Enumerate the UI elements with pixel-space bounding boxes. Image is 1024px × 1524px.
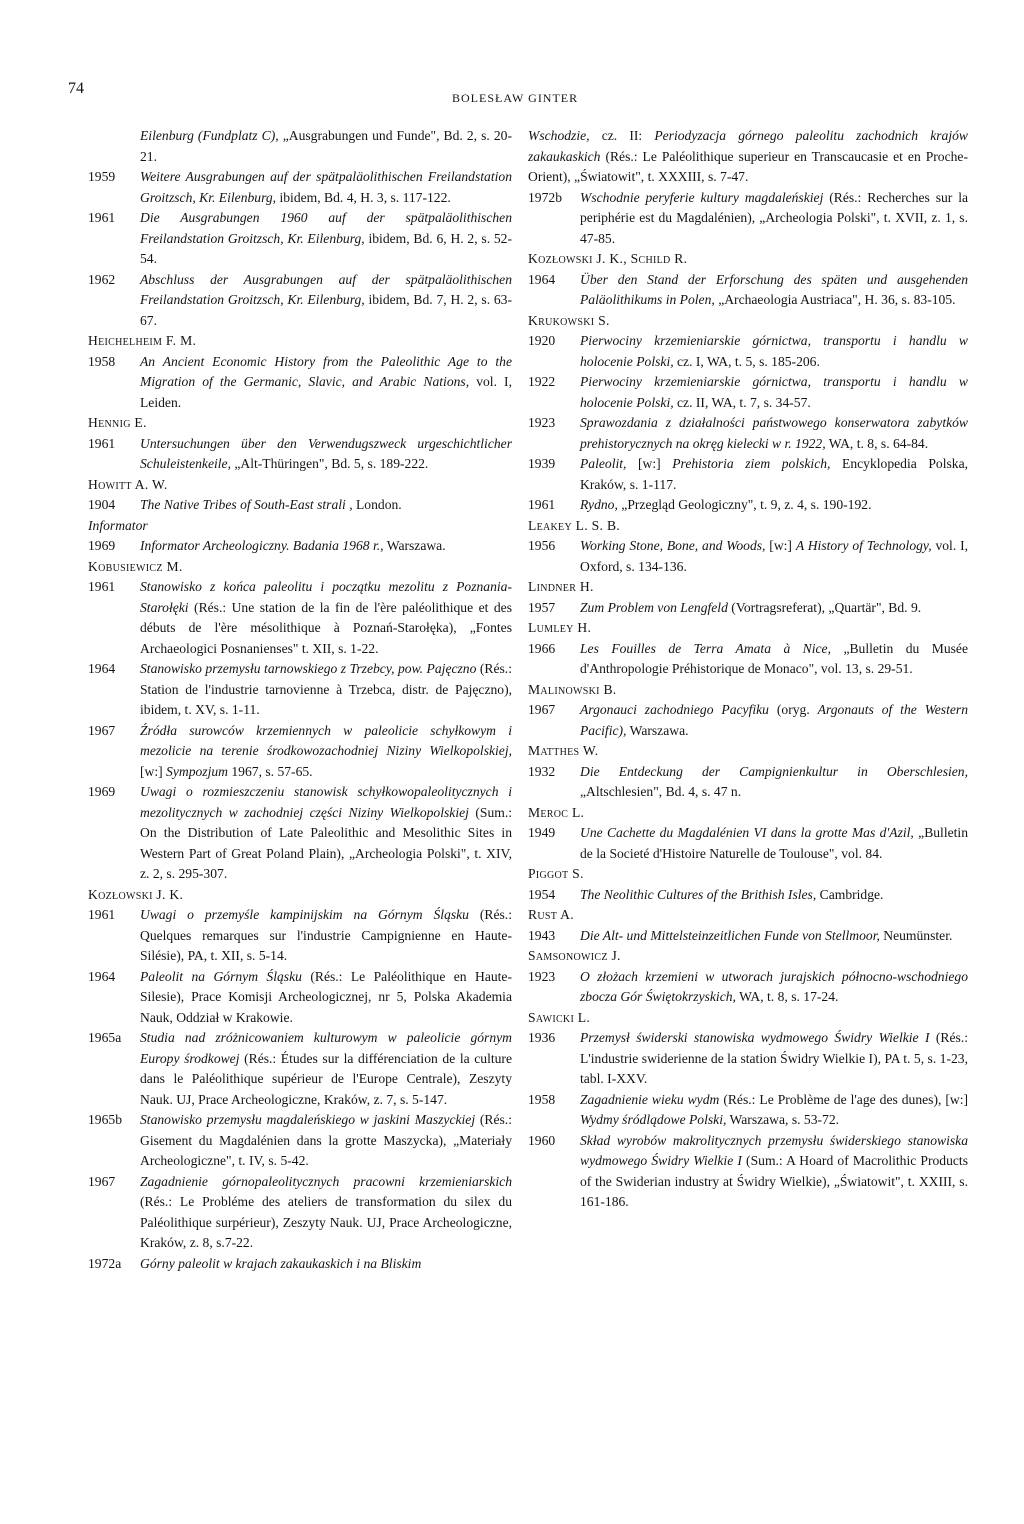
author-heading: Howitt A. W. [88, 476, 168, 492]
entry-details: [w:] [626, 456, 673, 471]
entry-year: 1961 [528, 497, 556, 512]
entry-year: 1932 [528, 763, 556, 779]
bib-entry [528, 967, 968, 1008]
entry-details: vol. I, Leiden. [140, 374, 512, 410]
bib-entry [88, 495, 512, 516]
entry-details: (Rés.: L'industrie swiderienne de la station Świdry Wielkie I), PA t. 5, s. 1-23, tabl. I-XXV. [580, 1030, 968, 1086]
entry-title: Sprawozdania z działalności państwowego konserwatora zabytków prehistorycznych na okręg kielecki w r. 1922, [580, 415, 968, 451]
entry-title: Argonauci zachodniego Pacyfiku [580, 702, 769, 717]
bib-entry [528, 413, 968, 454]
entry-title: Les Fouilles de Terra Amata à Nice, [580, 640, 831, 656]
entry-title: Stanowisko przemysłu magdaleńskiego w jaskini Maszyckiej [140, 1112, 476, 1127]
entry-year: 1967 [88, 722, 116, 738]
entry-year: 1904 [88, 497, 116, 512]
entry-details: „Bulletin du Musée d'Anthropologie Préhistorique de Monaco", vol. 13, s. 29-51. [580, 640, 968, 676]
entry-title: Une Cachette du Magdalénien VI dans la grotte Mas d'Azil, [580, 825, 914, 840]
bib-entry [528, 536, 968, 577]
entry-title: Die Alt- und Mittelsteinzeitlichen Funde von Stellmoor, [580, 927, 880, 943]
entry-title: Stanowisko z końca paleolitu i początku mezolitu z Poznania-Starołęki [140, 579, 512, 615]
entry-details: „Przegląd Geologiczny", t. 9, z. 4, s. 190-192. [617, 497, 872, 512]
entry-details: (Sum.: A Hoard of Macrolithic Products of the Swiderian industry at Świdry Wielkie), „Światowit", t. XXIII, s. 161-186. [580, 1153, 968, 1209]
bib-entry [88, 126, 512, 167]
entry-year: 1961 [88, 210, 116, 225]
entry-title: Paleolit na Górnym Śląsku [140, 968, 302, 984]
entry-details: (Sum.: On the Distribution of Late Paleolithic and Mesolithic Sites in Western Part of Great Poland Plain), „Archeologia Polski", t. XIV, z. 2, s. 295-307. [140, 804, 512, 881]
entry-year: 1972b [528, 189, 562, 205]
author-heading: Lumley H. [528, 620, 592, 635]
entry-details: „Bulletin de la Societé d'Histoire Naturelle de Toulouse", vol. 84. [580, 825, 968, 861]
author-heading: Heichelheim F. M. [88, 333, 197, 348]
entry-details: „Archaeologia Austriaca", H. 36, s. 83-105. [714, 292, 956, 307]
author-heading: Kobusiewicz M. [88, 558, 183, 574]
author-heading: Informator [88, 517, 148, 533]
entry-details: WA, t. 8, s. 64-84. [825, 435, 929, 451]
bib-entry [88, 782, 512, 885]
bib-entry [528, 1090, 968, 1131]
entry-details: Warszawa. [383, 538, 446, 553]
bib-entry [88, 721, 512, 783]
left-column [88, 126, 512, 1274]
page-number: 74 [68, 80, 84, 97]
entry-title: The Native Tribes of South-East strali [140, 497, 346, 512]
entry-details: „Alt-Thüringen", Bd. 5, s. 189-222. [230, 456, 429, 471]
entry-details: (Rés.: Quelques remarques sur l'industrie Campignienne en Haute-Silésie), PA, t. XII, s. 5-14. [140, 907, 512, 963]
entry-year: 1964 [528, 271, 556, 287]
entry-details: (Rés.: Gisement du Magdalénien dans la grotte Maszycka), „Materiały Archeologiczne", t. IV, s. 5-42. [140, 1112, 512, 1168]
entry-year: 1972a [88, 1255, 122, 1271]
entry-year: 1949 [528, 825, 556, 840]
entry-title: Weitere Ausgrabungen auf der spätpaläolithischen Freilandstation Groitzsch, Kr. Eilenburg, [140, 169, 512, 205]
entry-year: 1964 [88, 661, 116, 676]
entry-details: (oryg. [768, 702, 818, 717]
entry-year: 1923 [528, 968, 556, 984]
entry-details: (Rés.: Le Probléme des ateliers de transformation du silex du Paléolithique surpérieur), Zeszyty Nauk. UJ, Prace Archeologiczne, Kraków, z. 8, s.7-22. [140, 1194, 512, 1250]
bib-entry [528, 270, 968, 311]
bib-entry [528, 372, 968, 413]
author-heading: Matthes W. [528, 743, 599, 758]
entry-year: 1960 [528, 1132, 556, 1148]
entry-title: Źródła surowców krzemiennych w paleolicie schyłkowym i mezolicie na terenie środkowozachodniej Niziny Wielkopolskiej, [140, 722, 512, 758]
entry-title: Sympozjum [166, 763, 228, 779]
entry-year: 1967 [528, 702, 556, 717]
author-heading: Meroc L. [528, 804, 585, 820]
bib-entry [528, 926, 968, 947]
entry-details: 1967, s. 57-65. [227, 763, 313, 779]
author-heading: Leakey L. S. B. [528, 517, 621, 533]
entry-year: 1965a [88, 1030, 122, 1045]
entry-title: Uwagi o rozmieszczeniu stanowisk schyłkowopaleolitycznych i mezolitycznych w zachodniej części Niziny Wielkopolskiej [140, 784, 512, 820]
entry-details: Cambridge. [816, 886, 884, 902]
author-heading: Kozłowski J. K., Schild R. [528, 251, 688, 266]
entry-title: Studia nad zróżnicowaniem kulturowym w paleolicie górnym Europy środkowej [140, 1030, 512, 1066]
entry-year: 1943 [528, 927, 556, 943]
entry-year: 1969 [88, 784, 116, 799]
entry-title: Abschluss der Ausgrabungen auf der spätpaläolithischen Freilandstation Groitzsch, Kr. Eilenburg, [140, 271, 512, 307]
entry-title: A History of Technology, [795, 538, 932, 553]
entry-details: (Rés.: Une station de la fin de l'ère paléolithique et des débuts de l'ère mésolithique à Poznań-Starołęka), „Fontes Archaeologici Posnanienses" t. XII, s. 1-22. [140, 599, 512, 656]
bib-entry [528, 495, 968, 516]
entry-title: Pierwociny krzemieniarskie górnictwa, transportu i handlu w holocenie Polski, [580, 374, 968, 410]
entry-title: The Neolithic Cultures of the Brithish Isles, [580, 886, 817, 902]
author-heading: Piggot S. [528, 866, 584, 881]
author-heading: Sawicki L. [528, 1009, 591, 1025]
entry-title: Zagadnienie wieku wydm [580, 1091, 720, 1107]
entry-title: Informator Archeologiczny. Badania 1968 r., [140, 538, 384, 553]
author-heading: Samsonowicz J. [528, 948, 621, 963]
bib-entry [528, 885, 968, 906]
entry-year: 1958 [88, 353, 116, 369]
entry-title: Górny paleolit w krajach zakaukaskich i na Bliskim [140, 1255, 422, 1271]
entry-title: Prehistoria ziem polskich, [672, 456, 831, 471]
bib-entry [528, 823, 968, 864]
entry-details: ibidem, Bd. 7, H. 2, s. 63-67. [140, 292, 513, 328]
bib-entry [88, 1254, 512, 1275]
bib-entry [88, 967, 512, 1029]
entry-year: 1961 [88, 907, 116, 922]
entry-year: 1922 [528, 374, 556, 389]
entry-title: Przemysł świderski stanowiska wydmowego Świdry Wielkie I [580, 1030, 930, 1045]
author-heading: Kozłowski J. K. [88, 886, 184, 902]
entry-year: 1939 [528, 456, 556, 471]
entry-title: Eilenburg (Fundplatz C), [140, 128, 279, 143]
entry-title: Zum Problem von Lengfeld [580, 599, 728, 615]
bib-entry [528, 762, 968, 803]
entry-title: Argonauts of the Western Pacific), [580, 702, 968, 738]
entry-year: 1961 [88, 435, 116, 451]
entry-details: (Rés.: Études sur la différenciation de la culture dans le Paléolithique supérieur de l'Europe Centrale), Zeszyty Nauk. UJ, Prace Archeologiczne, Kraków, z. 7, s. 5-147. [140, 1050, 512, 1107]
entry-details: „Altschlesien", Bd. 4, s. 47 n. [580, 784, 742, 799]
bib-entry [528, 598, 968, 619]
bib-entry [528, 454, 968, 495]
bib-entry [528, 639, 968, 680]
entry-details: WA, t. 8, s. 17-24. [735, 989, 839, 1004]
entry-details: Encyklopedia Polska, Kraków, s. 1-117. [580, 456, 968, 492]
right-column [528, 126, 968, 1213]
bib-entry [528, 1028, 968, 1090]
entry-details: vol. I, Oxford, s. 134-136. [580, 538, 969, 574]
entry-title: Working Stone, Bone, and Woods, [580, 538, 766, 553]
entry-details: (Rés.: Le Problème de l'age des dunes), [w:] [719, 1091, 968, 1107]
entry-title: Die Entdeckung der Campignienkultur in Oberschlesien, [580, 763, 968, 779]
author-heading: Malinowski B. [528, 681, 617, 697]
entry-title: Rydno, [580, 497, 618, 512]
bib-entry [88, 659, 512, 721]
entry-title: Wydmy śródlądowe Polski, [580, 1112, 727, 1127]
entry-year: 1936 [528, 1030, 556, 1045]
entry-details: (Rés.: Le Paléolithique en Haute-Silesie), Prace Komisji Archeologicznej, nr 5, Polska Akademia Nauk, Oddział w Krakowie. [140, 968, 512, 1025]
entry-year: 1965b [88, 1112, 122, 1127]
entry-details: cz. II: [589, 128, 655, 143]
entry-details: cz. I, WA, t. 5, s. 185-206. [673, 353, 820, 369]
entry-year: 1969 [88, 538, 116, 553]
entry-details: Warszawa. [626, 722, 689, 738]
entry-details: , London. [345, 497, 402, 512]
bib-entry [88, 1172, 512, 1254]
bib-entry [88, 434, 512, 475]
entry-title: Periodyzacja górnego paleolitu zachodnich krajów zakaukaskich [528, 128, 968, 164]
author-heading: Krukowski S. [528, 312, 610, 328]
entry-title: Uwagi o przemyśle kampinijskim na Górnym Śląsku [140, 907, 469, 922]
entry-title: Paleolit, [580, 456, 627, 471]
bib-entry [88, 905, 512, 967]
bib-entry [88, 167, 512, 208]
entry-details: Warszawa, s. 53-72. [726, 1112, 840, 1127]
entry-year: 1962 [88, 271, 116, 287]
entry-year: 1959 [88, 169, 116, 184]
bib-entry [88, 1028, 512, 1110]
bib-entry [88, 270, 512, 332]
entry-year: 1958 [528, 1091, 556, 1107]
entry-year: 1966 [528, 640, 556, 656]
entry-title: An Ancient Economic History from the Paleolithic Age to the Migration of the Germanic, Slavic, and Arabic Nations, [140, 353, 512, 389]
author-heading: Rust A. [528, 907, 574, 922]
entry-title: Wschodnie peryferie kultury magdaleńskiej [580, 189, 824, 205]
entry-details: (Vortragsreferat), „Quartär", Bd. 9. [727, 599, 922, 615]
bib-entry [528, 700, 968, 741]
entry-title: O złożach krzemieni w utworach jurajskich północno-wschodniego zbocza Gór Świętokrzyskich, [580, 968, 968, 1004]
running-head: BOLESŁAW GINTER [452, 91, 579, 105]
entry-details: (Rés.: Le Paléolithique superieur en Transcaucasie et en Proche-Orient), „Światowit", t. XXXIII, s. 7-47. [528, 148, 968, 184]
author-heading: Hennig E. [88, 415, 147, 430]
entry-title: Über den Stand der Erforschung des späten und ausgehenden Paläolithikums in Polen, [580, 271, 968, 307]
entry-title: Die Ausgrabungen 1960 auf der spätpaläolithischen Freilandstation Groitzsch, Kr. Eilenburg, [140, 210, 512, 246]
entry-details: (Rés.: Recherches sur la periphérie est du Magdalénien), „Archeologia Polski", t. XVII, z. 1, s. 47-85. [580, 189, 968, 246]
entry-year: 1923 [528, 415, 556, 430]
author-heading: Lindner H. [528, 579, 594, 594]
entry-year: 1956 [528, 538, 556, 553]
entry-details: Neumünster. [879, 927, 953, 943]
entry-details: „Ausgrabungen und Funde", Bd. 2, s. 20-21. [140, 128, 513, 164]
bib-entry [528, 188, 968, 250]
bib-entry [88, 536, 512, 557]
entry-details: ibidem, Bd. 4, H. 3, s. 117-122. [276, 189, 451, 205]
entry-title: Untersuchungen über den Verwendugszweck urgeschichtlicher Schuleistenkeile, [140, 435, 512, 471]
entry-year: 1964 [88, 968, 116, 984]
entry-details: (Rés.: Station de l'industrie tarnovienne à Trzebca, distr. de Pajęczno), ibidem, t. XV, s. 1-11. [140, 661, 512, 717]
entry-year: 1957 [528, 599, 556, 615]
entry-year: 1920 [528, 333, 556, 348]
bib-entry [528, 126, 968, 188]
bib-entry [528, 331, 968, 372]
bib-entry [88, 577, 512, 659]
entry-title: Wschodzie, [528, 128, 590, 143]
entry-year: 1954 [528, 886, 556, 902]
entry-title: Pierwociny krzemieniarskie górnictwa, transportu i handlu w holocenie Polski, [580, 333, 968, 369]
bib-entry [88, 352, 512, 414]
entry-title: Zagadnienie górnopaleolitycznych pracowni krzemieniarskich [140, 1173, 512, 1189]
entry-details: [w:] [765, 538, 796, 553]
bib-entry [88, 1110, 512, 1172]
entry-details: [w:] [140, 763, 167, 779]
entry-year: 1961 [88, 579, 116, 594]
entry-year: 1967 [88, 1173, 116, 1189]
entry-title: Stanowisko przemysłu tarnowskiego z Trzebcy, pow. Pajęczno [140, 661, 477, 676]
bib-entry [88, 208, 512, 270]
entry-details: cz. II, WA, t. 7, s. 34-57. [673, 394, 811, 410]
entry-title: Skład wyrobów makrolitycznych przemysłu świderskiego stanowiska wydmowego Świdry Wielkie I [580, 1132, 968, 1168]
entry-details: ibidem, Bd. 6, H. 2, s. 52-54. [140, 230, 513, 266]
bib-entry [528, 1131, 968, 1213]
